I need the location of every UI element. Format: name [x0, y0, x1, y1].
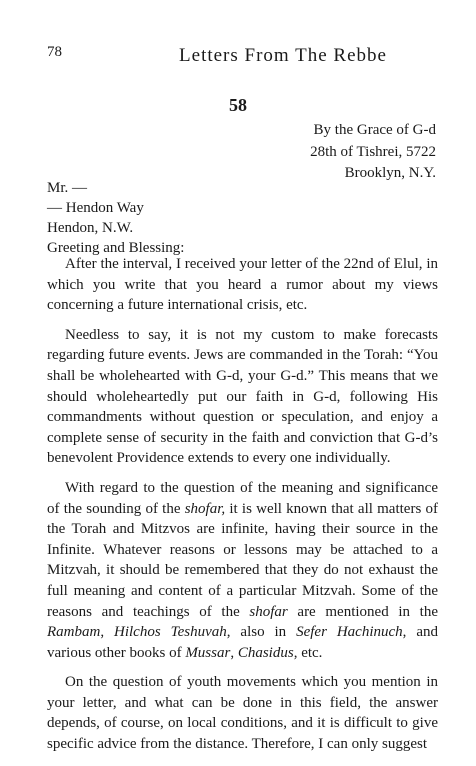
text-run: ,: [100, 624, 115, 641]
text-run: ,: [230, 644, 238, 661]
running-title: Letters From The Rebbe: [179, 45, 387, 66]
text-run: , also in: [226, 624, 297, 641]
text-run: are mentioned in the: [287, 603, 439, 620]
italic-term: shofar: [249, 603, 288, 620]
paragraph: [47, 478, 438, 663]
dateline-line: 28th of Tishrei, 5722: [310, 143, 436, 160]
address-line: Mr. —: [47, 180, 88, 196]
text-run: , etc.: [293, 644, 323, 661]
dateline-line: By the Grace of G-d: [313, 122, 436, 138]
italic-term: Hilchos Teshuvah: [114, 624, 227, 641]
letter-body: [47, 254, 438, 764]
text-run: With regard to the question of the meaning and significance of the sounding of the: [47, 479, 438, 517]
italic-term: Mussar: [185, 644, 231, 661]
dateline-line: Brooklyn, N.Y.: [344, 165, 436, 181]
address-line: — Hendon Way: [47, 200, 144, 216]
text-run: it is well known that all matters of the Torah and Mitzvos are infinite, having their source in the Infinite. Whatever reasons or lessons may be attached to a Mitzvah, it should be remembered that they do not exhaust the full meaning and content of a particular Mitzvah. Some of the reasons and teachings of the: [47, 500, 438, 620]
text-run: , and various other books of: [47, 624, 438, 661]
italic-term: shofar,: [184, 500, 226, 517]
dateline: [310, 120, 436, 185]
paragraph: Needless to say, it is not my custom to make forecasts regarding future events. Jews are commanded in the Torah: “You shall be wholehearted with G-d, your G-d.” This means that we should wholeheartedly put our faith in G-d, following His commandments without question or speculation, and enjoy a complete sense of security in the faith and conviction that G-d’s benevolent Providence extends to every one individually.: [47, 326, 438, 467]
address-line: Hendon, N.W.: [47, 220, 134, 236]
italic-term: Chasidus: [237, 644, 294, 661]
paragraph: After the interval, I received your letter of the 22nd of Elul, in which you write that you heard a rumor about my views concerning a future international crisis, etc.: [47, 256, 438, 314]
salutation: Greeting and Blessing:: [47, 240, 185, 256]
letter-number: 58: [229, 95, 247, 115]
paragraph: On the question of youth movements which you mention in your letter, and what can be done in this field, the answer depends, of course, on local conditions, and it is difficult to give specific advice from the distance. Therefore, I can only suggest: [47, 674, 438, 753]
address-block: [47, 178, 184, 258]
italic-term: Rambam: [47, 624, 101, 641]
italic-term: Sefer Hachinuch: [296, 624, 403, 641]
page-number: 78: [47, 44, 62, 60]
